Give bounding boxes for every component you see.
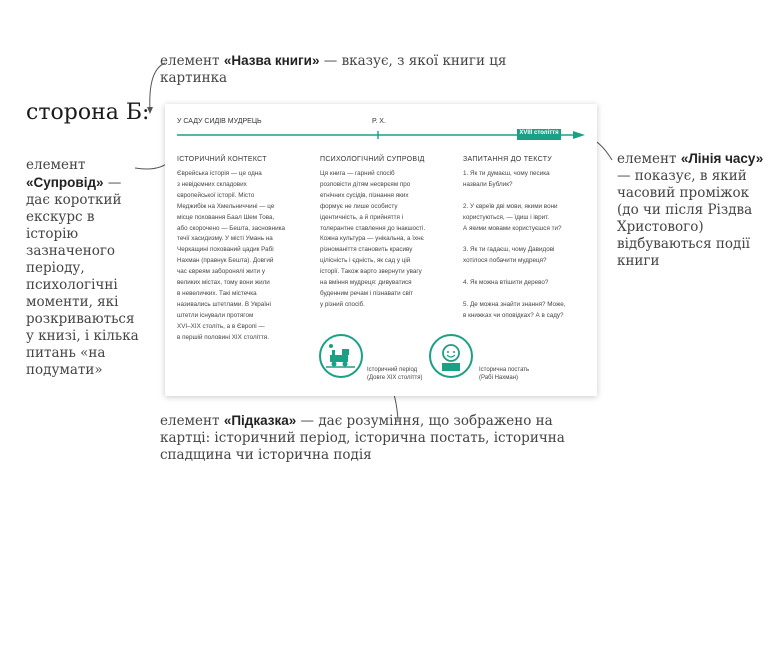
annotation-accompaniment: елемент «Супровід» — дає короткий екскурс в історію зазначеного періоду, психологічні моменти, які розкриваються у книзі, і кілька питань «на подумати» xyxy=(26,157,139,378)
hint-label-person: Історична постать (Рабі Нахман) xyxy=(479,367,530,381)
column-heading-psychology: ПСИХОЛОГІЧНИЙ СУПРОВІД xyxy=(320,156,425,163)
column-text-psychology: Ця книга — гарний спосіб розповісти дітям несврєям про етнічних сусідів, пізнання яких формує не лише особисту ідентичність, а й прийняття і толерантне ставлення до інакшості. Кожна культура — унікальна, а їхнє різноманіття становить красиву цілісність і єдність, як сад у цій історії. Також варто звернути увагу на вміння мудреця: дивуватися буденним речам і пізнавати світ у різний спосіб. xyxy=(320,170,426,308)
annotation-book-title: елемент «Назва книги» — вказує, з якої книги ця картинка xyxy=(160,53,507,86)
info-card xyxy=(165,104,597,396)
column-text-questions: 1. Як ти думаєш, чому песика назвали Бублик? 2. У євреїв дві мови, якими вони користуються, — їдиш і іврит. А якими мовами користуєшся ти? 3. Як ти гадаєш, чому Давидові хотілося побачити мудреця? 4. Як можна втішити дерево? 5. Де можна знайти знання? Може, в книжках чи оповідках? А в саду? xyxy=(463,170,566,319)
train-icon xyxy=(317,332,365,380)
column-heading-history: ІСТОРИЧНИЙ КОНТЕКСТ xyxy=(177,156,267,163)
annotation-hint: елемент «Підказка» — дає розуміння, що зображено на картці: історичний період, історична постать, історична спадщина чи історична подія xyxy=(160,413,565,463)
timeline-arrowhead xyxy=(573,131,585,139)
card-book-title: У САДУ СИДІВ МУДРЕЦЬ xyxy=(177,118,262,125)
timeline xyxy=(165,104,597,149)
timeline-badge: XVIII століття xyxy=(519,130,559,136)
person-icon xyxy=(427,332,475,380)
timeline-mark: Р. Х. xyxy=(372,118,386,125)
column-heading-questions: ЗАПИТАННЯ ДО ТЕКСТУ xyxy=(463,156,553,163)
column-text-history: Єврейська історія — це одна з невідємних складових європейської історії. Місто Меджибіж на Хмельниччині — це місце поховання Баал Шем Това, або скорочено — Бешта, засновника течії хасидизму. У місті Умань на Черкащині похований цадик Рабі Нахман (правнук Бешта). Довгий час євреям заборонялі жити у великих містах, тому вони жили в невеличких. Такі містечка називались штетлами. В Україні штетли існували протягом XVI–XIX століть, а в Європі — в першій половині XIX століття. xyxy=(177,170,286,341)
side-title: сторона Б: xyxy=(26,100,150,125)
annotation-timeline: елемент «Лінія часу» — показує, в який часовий проміжок (до чи після Різдва Христового) відбуваються події книги xyxy=(617,151,764,269)
hint-label-period: Історичний період (Довге XIX століття) xyxy=(367,367,423,381)
